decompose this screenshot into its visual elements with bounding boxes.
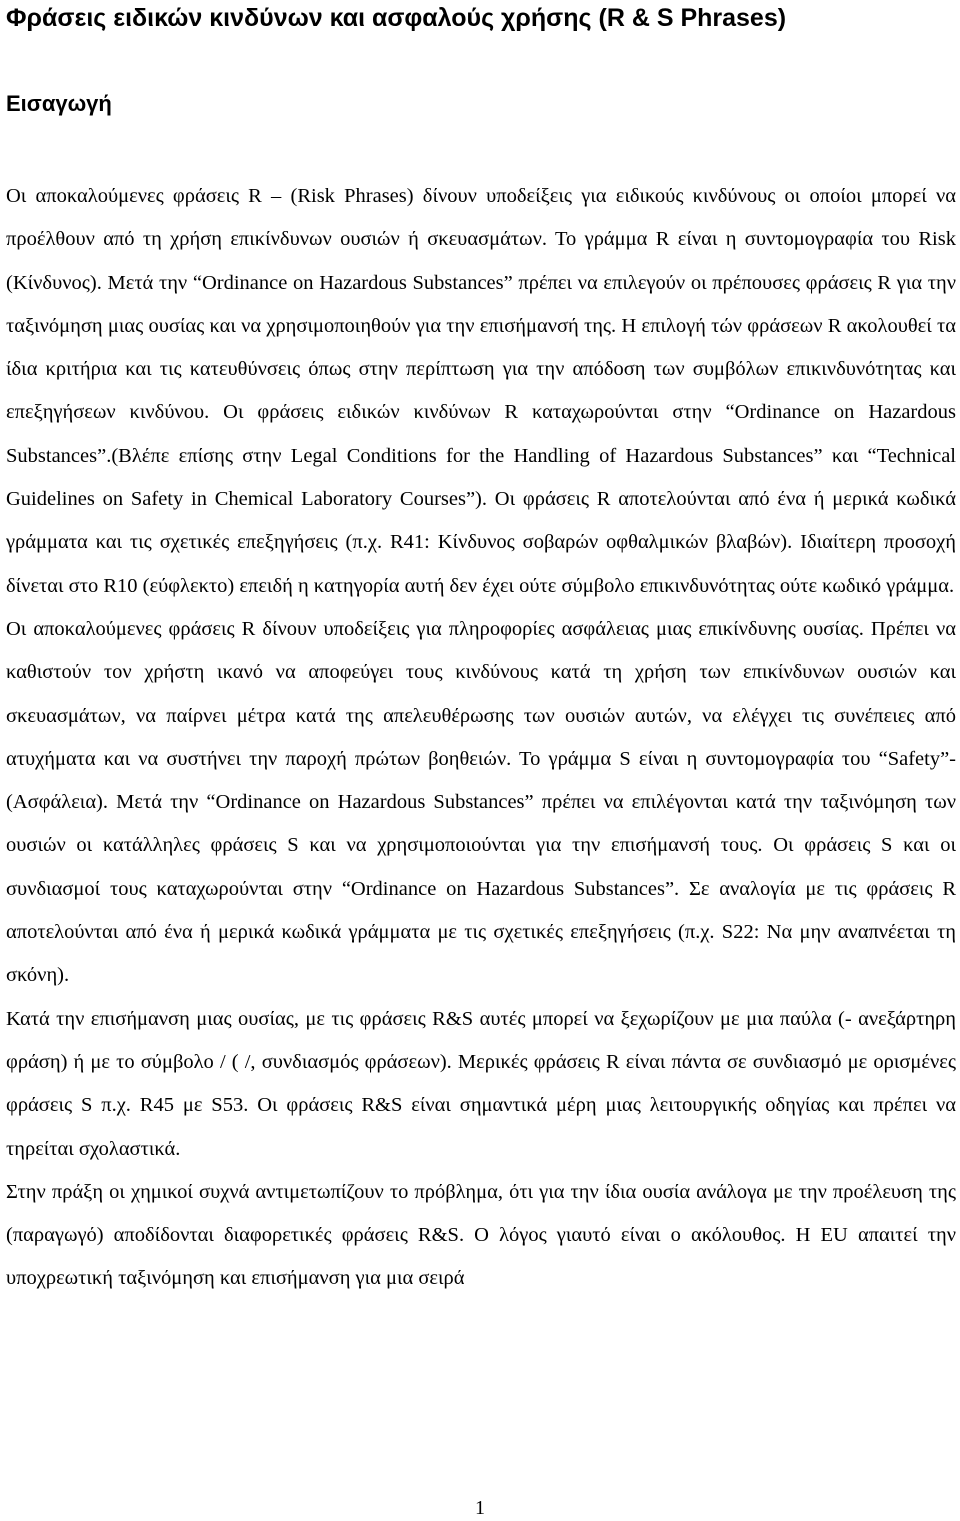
paragraph-s-phrases: Οι αποκαλούμενες φράσεις R δίνουν υποδείξεις για πληροφορίες ασφάλειας μιας επικίνδυνης ουσίας. Πρέπει να καθιστούν τον χρήστη ικανό να αποφεύγει τους κινδύνους κατά τη χρήση των επικίνδυνων ουσιών και σκευασμάτων, να παίρνει μέτρα κατά της απελευθέρωσης των ουσιών αυτών, να ελέγχει τις συνέπειες από ατυχήματα και να συστήνει την παροχή πρώτων βοηθειών. Το γράμμα S είναι η συντομογραφία του “Safety”-(Ασφάλεια). Μετά την “Ordinance on Hazardous Substances” πρέπει να επιλέγονται κατά την ταξινόμηση των ουσιών οι κατάλληλες φράσεις S και να χρησιμοποιούνται για την επισήμανσή τους. Οι φράσεις S και οι συνδιασμοί τους καταχωρούνται στην “Ordinance on Hazardous Substances”. Σε αναλογία με τις φράσεις R αποτελούνται από ένα ή μερικά κωδικά γράμματα με τις σχετικές επεξηγήσεις (π.χ. S22: Να μην αναπνέεται τη σκόνη). xyxy=(6,617,956,987)
page-number: 1 xyxy=(475,1497,485,1519)
paragraph-r-phrases: Οι αποκαλούμενες φράσεις R – (Risk Phrases) δίνουν υποδείξεις για ειδικούς κινδύνους οι οποίοι μπορεί να προέλθουν από τη χρήση επικίνδυνων ουσιών ή σκευασμάτων. Το γράμμα R είναι η συντομογραφία του Risk (Κίνδυνος). Μετά την “Ordinance on Hazardous Substances” πρέπει να επιλεγούν οι πρέπουσες φράσεις R για την ταξινόμηση μιας ουσίας και να χρησιμοποιηθούν για την επισήμανσή της. Η επιλογή τών φράσεων R ακολουθεί τα ίδια κριτήρια και τις κατευθύνσεις όπως στην περίπτωση για την απόδοση των συμβόλων επικινδυνότητας και επεξηγήσεων κινδύνου. Οι φράσεις ειδικών κινδύνων R καταχωρούνται στην “Ordinance on Hazardous Substances”.(Βλέπε επίσης στην Legal Conditions for the Handling of Hazardous Substances” και “Technical Guidelines on Safety in Chemical Laboratory Courses”). Οι φράσεις R αποτελούνται από ένα ή μερικά κωδικά γράμματα και τις σχετικές επεξηγήσεις (π.χ. R41: Κίνδυνος σοβαρών οφθαλμικών βλαβών). Ιδιαίτερη προσοχή δίνεται στο R10 (εύφλεκτο) επειδή η κατηγορία αυτή δεν έχει ούτε σύμβολο επικινδυνότητας ούτε κωδικό γράμμα. xyxy=(6,185,956,597)
document-body xyxy=(6,175,956,1301)
page-title: Φράσεις ειδικών κινδύνων και ασφαλούς χρήσης (R & S Phrases) xyxy=(6,4,787,32)
section-heading: Εισαγωγή xyxy=(6,91,112,116)
paragraph-practice: Στην πράξη οι χημικοί συχνά αντιμετωπίζουν το πρόβλημα, ότι για την ίδια ουσία ανάλογα με την προέλευση της (παραγωγό) αποδίδονται διαφορετικές φράσεις R&S. Ο λόγος γιαυτό είναι ο ακόλουθος. Η EU απαιτεί την υποχρεωτική ταξινόμηση και επισήμανση για μια σειρά xyxy=(6,1180,956,1290)
paragraph-labeling: Κατά την επισήμανση μιας ουσίας, με τις φράσεις R&S αυτές μπορεί να ξεχωρίζουν με μια παύλα (- ανεξάρτηρη φράση) ή με το σύμβολο / ( /, συνδιασμός φράσεων). Μερικές φράσεις R είναι πάντα σε συνδιασμό με ορισμένες φράσεις S π.χ. R45 με S53. Οι φράσεις R&S είναι σημαντικά μέρη μιας λειτουργικής οδηγίας και πρέπει να τηρείται σχολαστικά. xyxy=(6,1007,956,1160)
